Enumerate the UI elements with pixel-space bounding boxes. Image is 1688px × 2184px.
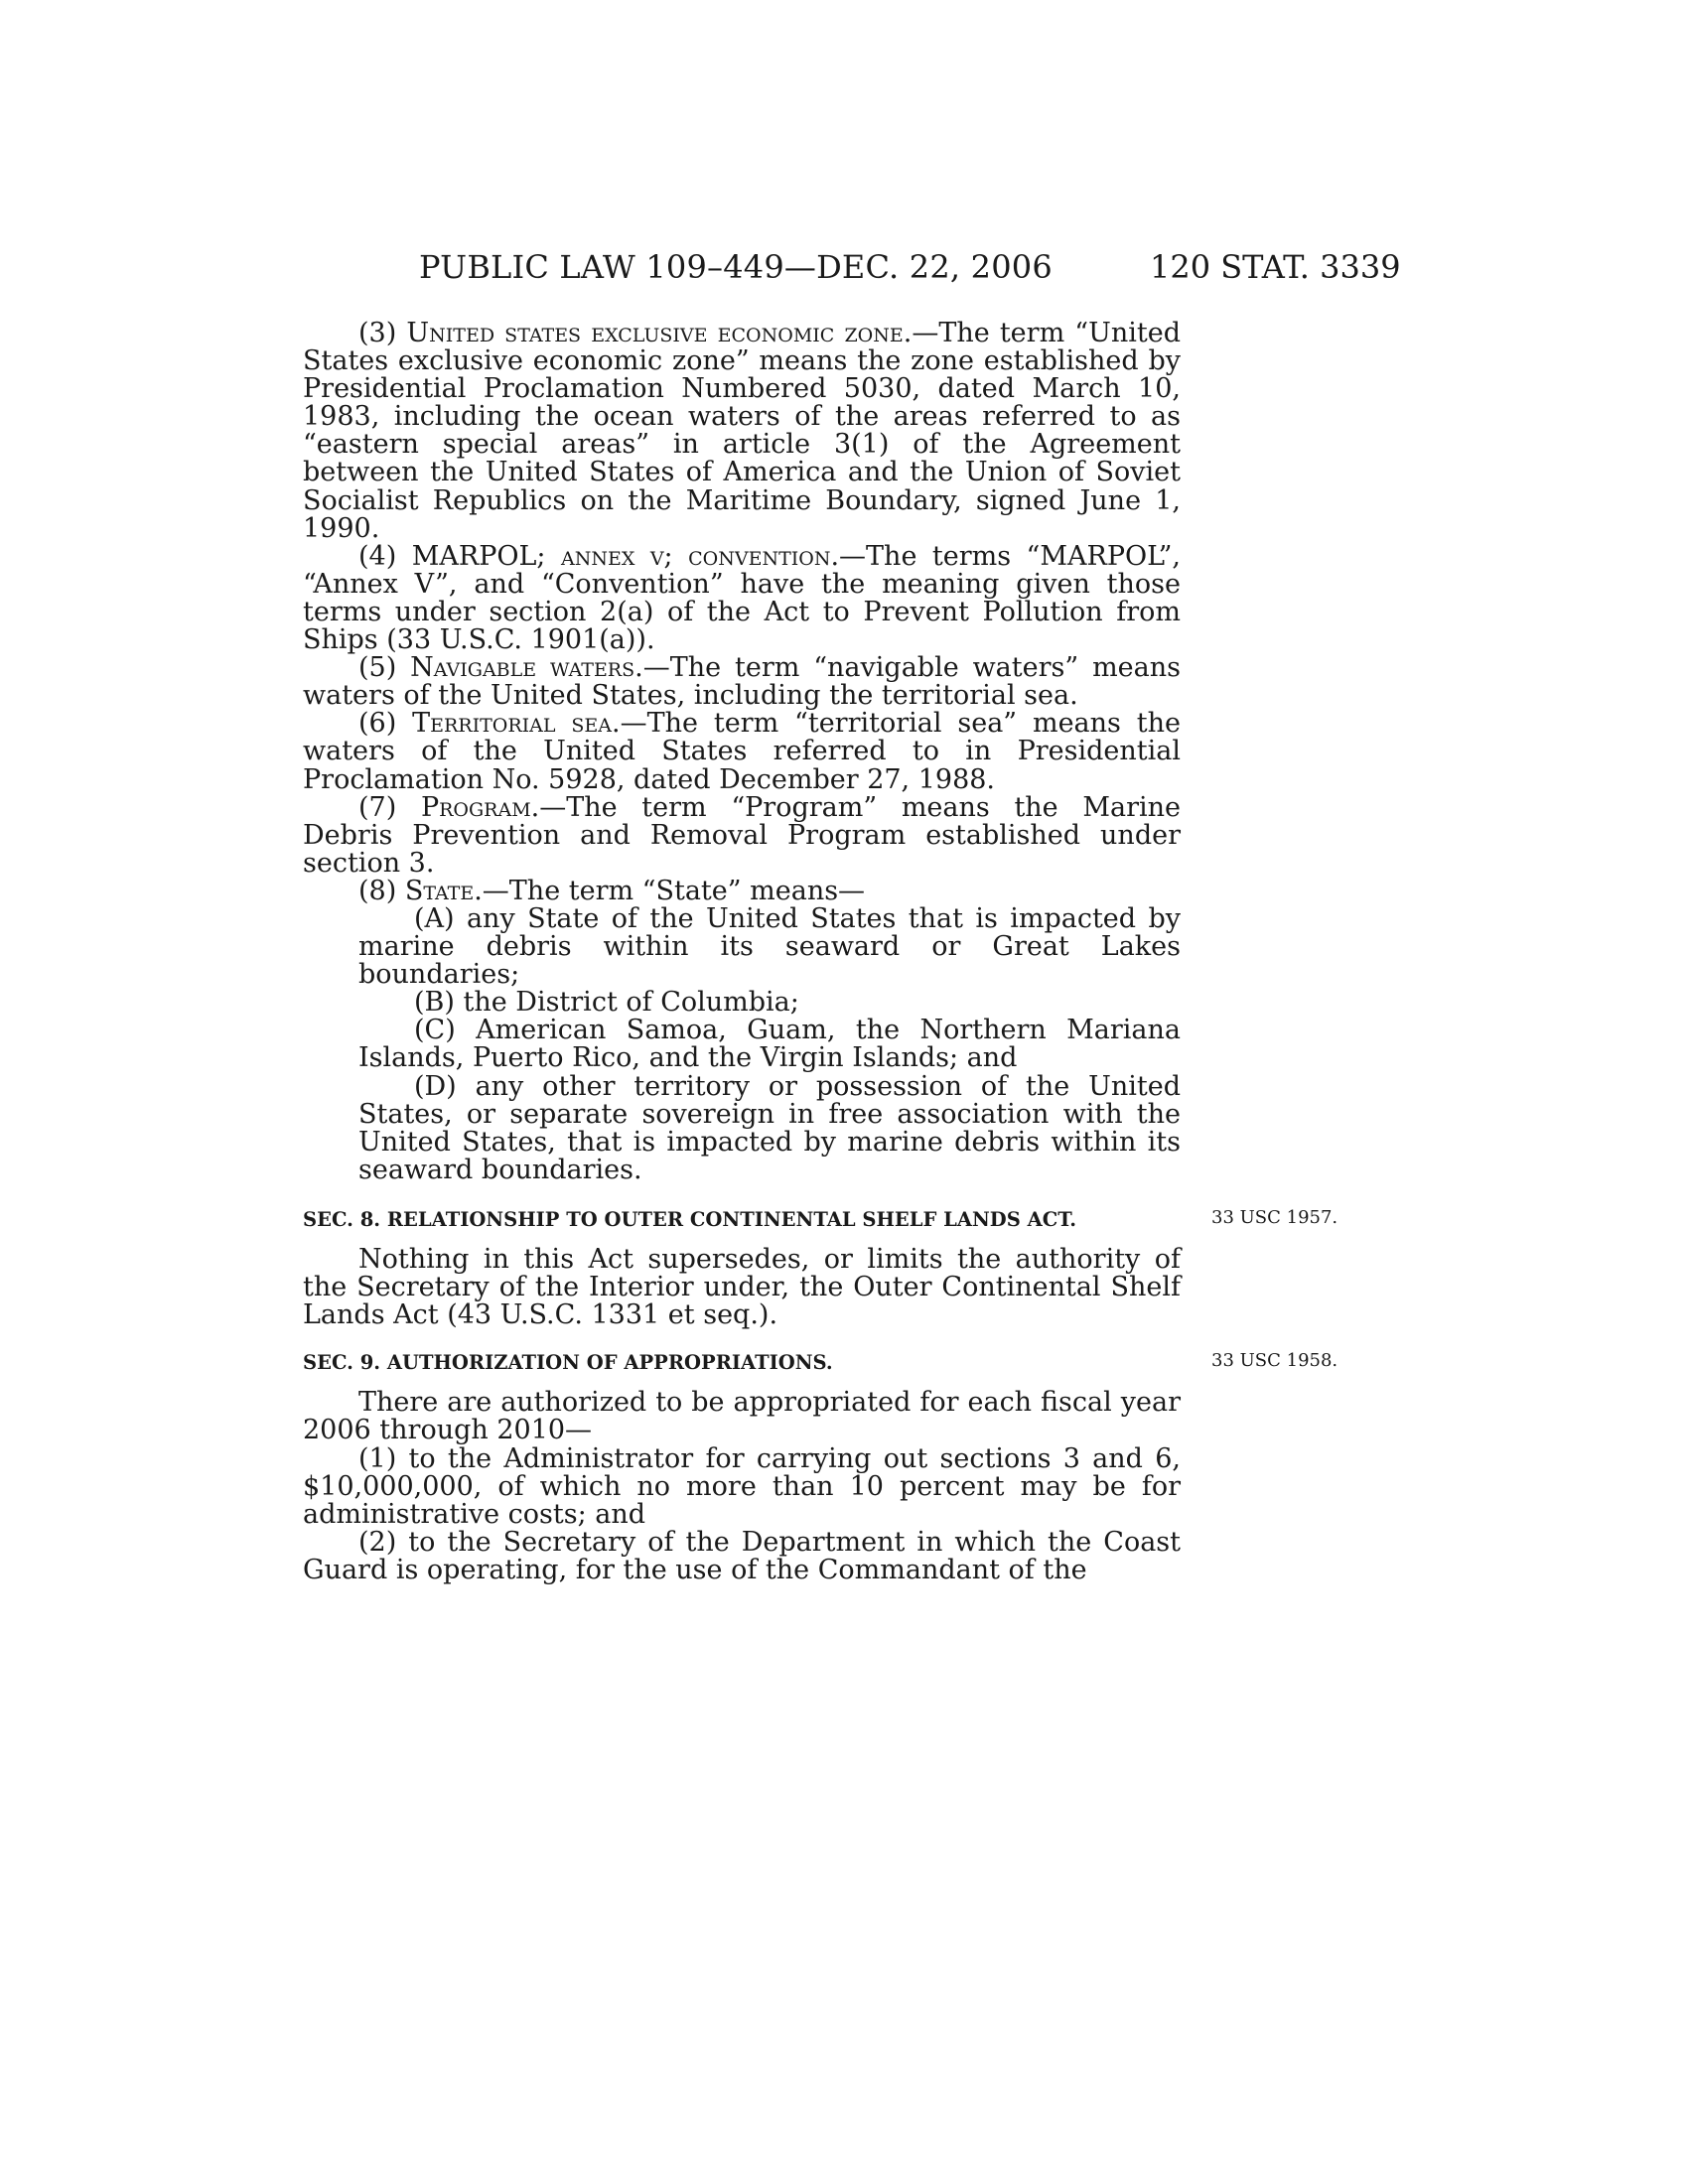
definition-8: (8) State.—The term “State” means—	[358, 875, 866, 906]
definition-text: The term “Program” means the Marine Debris Prevention and Removal Program established under section 3.	[303, 791, 1181, 879]
definition-number: (6)	[358, 708, 397, 740]
definition-number: (5)	[358, 652, 397, 684]
section-9-heading: SEC. 9. AUTHORIZATION OF APPROPRIATIONS.	[303, 1351, 833, 1375]
definition-heading: Navigable waters	[410, 652, 635, 684]
state-item-c: (C) American Samoa, Guam, the Northern Mariana Islands, Puerto Rico, and the Virgin Islands; and	[358, 1015, 1181, 1074]
definition-number: (4)	[358, 540, 397, 572]
header-title: PUBLIC LAW 109–449—DEC. 22, 2006	[419, 248, 1053, 286]
definition-text: The term “United States exclusive economic zone” means the zone established by Presidential Proclamation Numbered 5030, dated March 10, 1983, including the ocean waters of the areas referred to as “eastern special areas” in article 3(1) of the Agreement between the United States of America and the Union of Soviet Socialist Republics on the Maritime Boundary, signed June 1, 1990.	[303, 318, 1182, 544]
margin-note-sec8: 33 USC 1957.	[1211, 1206, 1338, 1228]
definition-7: (7) Program.—The term “Program” means the Marine Debris Prevention and Removal Program established under section 3.	[303, 791, 1181, 879]
definition-4: (4) MARPOL; annex v; convention.—The terms “MARPOL”, “Annex V”, and “Convention” have the meaning given those terms under section 2(a) of the Act to Prevent Pollution from Ships (33 U.S.C. 1901(a)).	[303, 540, 1181, 656]
definition-heading: MARPOL; annex v; convention	[411, 540, 831, 572]
definition-text: The term “navigable waters” means waters of the United States, including the territorial sea.	[303, 652, 1181, 712]
definition-3: (3) United states exclusive economic zone.—The term “United States exclusive economic zone” means the zone established by Presidential Proclamation Numbered 5030, dated March 10, 1983, including the ocean waters of the areas referred to as “eastern special areas” in article 3(1) of the Agreement between the United States of America and the Union of Soviet Socialist Republics on the Maritime Boundary, signed June 1, 1990.	[303, 318, 1182, 544]
definition-6: (6) Territorial sea.—The term “territorial sea” means the waters of the United States referred to in Presidential Proclamation No. 5928, dated December 27, 1988.	[303, 708, 1181, 795]
definition-number: (3)	[358, 318, 397, 348]
definition-heading: Program	[420, 791, 531, 823]
section-9-item-1: (1) to the Administrator for carrying out sections 3 and 6, $10,000,000, of which no more than 10 percent may be for administrative costs; and	[303, 1442, 1181, 1530]
section-8-text: Nothing in this Act supersedes, or limits the authority of the Secretary of the Interior under, the Outer Continental Shelf Lands Act (43 U.S.C. 1331 et seq.).	[303, 1244, 1181, 1331]
definition-number: (7)	[358, 791, 397, 823]
definition-5: (5) Navigable waters.—The term “navigable waters” means waters of the United States, including the territorial sea.	[303, 652, 1181, 712]
definition-heading: State	[404, 875, 475, 906]
state-item-d: (D) any other territory or possession of the United States, or separate sovereign in free association with the United States, that is impacted by marine debris within its seaward boundaries.	[358, 1070, 1181, 1185]
header-stat: 120 STAT. 3339	[1150, 248, 1401, 286]
section-8-heading: SEC. 8. RELATIONSHIP TO OUTER CONTINENTAL SHELF LANDS ACT.	[303, 1207, 1077, 1231]
state-item-b: (B) the District of Columbia;	[414, 987, 799, 1019]
definition-heading: Territorial sea	[412, 708, 612, 740]
definition-text: The terms “MARPOL”, “Annex V”, and “Convention” have the meaning given those terms under section 2(a) of the Act to Prevent Pollution from Ships (33 U.S.C. 1901(a)).	[303, 540, 1181, 656]
definition-number: (8)	[358, 875, 397, 906]
section-9-intro: There are authorized to be appropriated for each fiscal year 2006 through 2010—	[303, 1387, 1181, 1446]
definition-text: The term “State” means—	[508, 875, 866, 906]
body-column	[303, 320, 1181, 1584]
page-header	[0, 248, 1688, 288]
definition-heading: United states exclusive economic zone	[406, 318, 904, 348]
state-item-a: (A) any State of the United States that is impacted by marine debris within its seaward or Great Lakes boundaries;	[358, 902, 1181, 991]
definition-text: The term “territorial sea” means the waters of the United States referred to in Presidential Proclamation No. 5928, dated December 27, 1988.	[303, 708, 1181, 795]
margin-note-sec9: 33 USC 1958.	[1211, 1350, 1338, 1372]
section-9-item-2: (2) to the Secretary of the Department in which the Coast Guard is operating, for the use of the Commandant of the	[303, 1526, 1181, 1585]
